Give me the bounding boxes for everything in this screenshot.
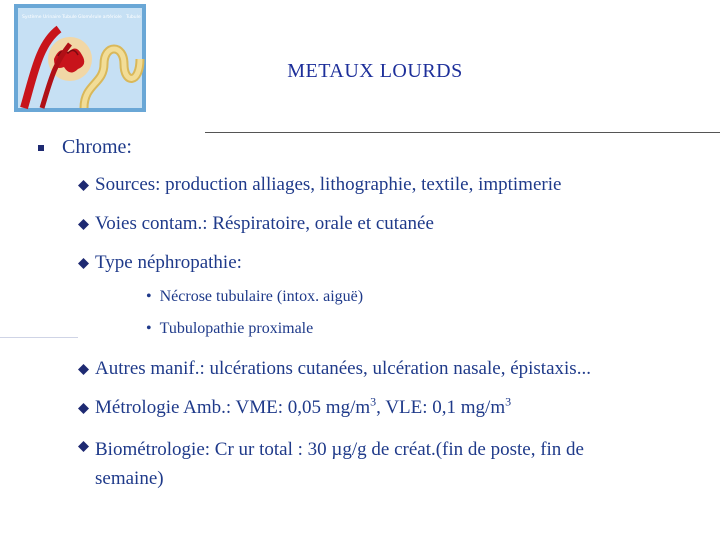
diamond-bullet-icon <box>78 180 89 191</box>
logo-label-right: Tubule <box>126 15 141 20</box>
list-item-voies <box>78 213 434 235</box>
list-item-text <box>95 394 512 419</box>
list-item-text: Sources: production alliages, lithographie, textile, imptimerie <box>95 174 562 195</box>
superscript: 3 <box>370 394 377 409</box>
diamond-bullet-icon <box>78 364 89 375</box>
dot-bullet-icon: • <box>146 320 152 337</box>
list-item-sources <box>78 174 561 196</box>
logo-label-left: Système Urinaire Tubule <box>22 15 77 20</box>
heading-chrome <box>38 136 132 159</box>
list-item-type <box>78 252 242 274</box>
logo-label-mid: Glomérule artériole <box>78 15 122 20</box>
square-bullet-icon <box>38 145 44 151</box>
dot-bullet-icon: • <box>146 288 152 305</box>
list-item-text: Autres manif.: ulcérations cutanées, ulcération nasale, épistaxis... <box>95 358 591 379</box>
list-item-autres <box>78 358 591 380</box>
metrologie-text-a: Métrologie Amb.: VME: 0,05 mg/m <box>95 397 371 418</box>
diamond-bullet-icon <box>78 403 89 414</box>
subitem-text: Tubulopathie proximale <box>159 320 314 337</box>
list-item-text: Voies contam.: Réspiratoire, orale et cutanée <box>95 213 434 234</box>
diamond-bullet-icon <box>78 441 89 452</box>
list-item-text: Type néphropathie: <box>95 252 242 273</box>
list-item-text <box>95 435 584 493</box>
heading-label: Chrome: <box>62 136 132 158</box>
subitem-tubulopathie <box>146 320 313 338</box>
diamond-bullet-icon <box>78 258 89 269</box>
biometrologie-line2: semaine) <box>95 468 164 489</box>
diamond-bullet-icon <box>78 219 89 230</box>
list-item-metrologie <box>78 394 512 419</box>
title-divider <box>205 132 720 133</box>
superscript: 3 <box>505 394 512 409</box>
slide-title: METAUX LOURDS <box>287 60 463 82</box>
metrologie-text-b: , VLE: 0,1 mg/m <box>376 397 506 418</box>
subitem-text: Nécrose tubulaire (intox. aiguë) <box>159 288 364 305</box>
subitem-necrose <box>146 288 363 306</box>
kidney-nephron-logo <box>14 4 146 112</box>
left-divider <box>0 337 78 338</box>
list-item-biometrologie <box>78 435 584 493</box>
biometrologie-line1: Biométrologie: Cr ur total : 30 µg/g de créat.(fin de poste, fin de <box>95 439 584 460</box>
